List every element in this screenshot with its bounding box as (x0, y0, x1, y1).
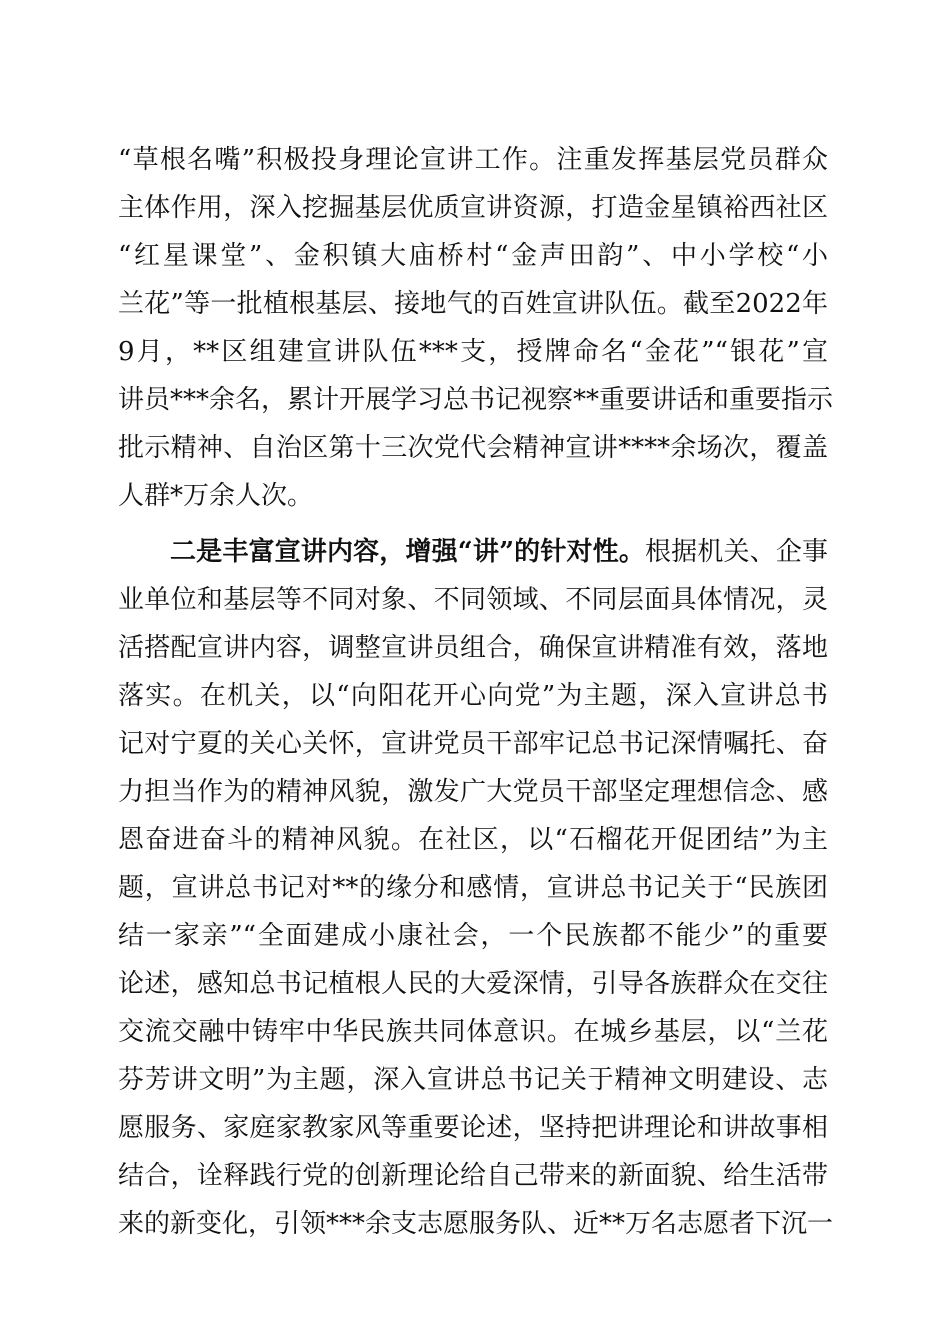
paragraph-1-line-8: 人群*万余人次。 (118, 481, 314, 511)
paragraph-2-line-15: 来的新变化，引领***余支志愿服务队、近**万名志愿者下沉一 (118, 1209, 834, 1239)
paragraph-2-line-4: 落实。在机关，以“向阳花开心向党”为主题，深入宣讲总书 (118, 681, 828, 711)
paragraph-2-line-10: 论述，感知总书记植根人民的大爱深情，引导各族群众在交往 (118, 969, 828, 999)
paragraph-1-line-6: 讲员***余名，累计开展学习总书记视察**重要讲话和重要指示 (118, 385, 834, 415)
paragraph-2-line-11: 交流交融中铸牢中华民族共同体意识。在城乡基层，以“兰花 (118, 1017, 828, 1047)
paragraph-2-line-8: 题，宣讲总书记对**的缘分和感情，宣讲总书记关于“民族团 (118, 873, 828, 903)
paragraph-2-line-14: 结合，诠释践行党的创新理论给自己带来的新面貌、给生活带 (118, 1161, 828, 1191)
paragraph-2-line-9: 结一家亲”“全面建成小康社会，一个民族都不能少”的重要 (118, 921, 828, 951)
paragraph-1-line-3: “红星课堂”、金积镇大庙桥村“金声田韵”、中小学校“小 (118, 241, 828, 271)
paragraph-1-line-7: 批示精神、自治区第十三次党代会精神宣讲****余场次，覆盖 (118, 433, 828, 463)
paragraph-1-line-4: 兰花”等一批植根基层、接地气的百姓宣讲队伍。截至2022年 (118, 289, 828, 319)
paragraph-2-line-6: 力担当作为的精神风貌，激发广大党员干部坚定理想信念、感 (118, 777, 828, 807)
paragraph-2-line-5: 记对宁夏的关心关怀，宣讲党员干部牢记总书记深情嘱托、奋 (118, 729, 828, 759)
paragraph-1-line-2: 主体作用，深入挖掘基层优质宣讲资源，打造金星镇裕西社区 (118, 193, 828, 223)
paragraph-2-line-2: 业单位和基层等不同对象、不同领域、不同层面具体情况，灵 (118, 585, 828, 615)
paragraph-1-line-5: 9月，**区组建宣讲队伍***支，授牌命名“金花”“银花”宣 (118, 337, 828, 367)
paragraph-2-line-1 (170, 528, 828, 576)
paragraph-2-line-7: 恩奋进奋斗的精神风貌。在社区，以“石榴花开促团结”为主 (118, 825, 828, 855)
paragraph-2-line-3: 活搭配宣讲内容，调整宣讲员组合，确保宣讲精准有效，落地 (118, 633, 828, 663)
paragraph-2-first-line-rest: 根据机关、企事 (645, 537, 828, 567)
paragraph-1-line-1: “草根名嘴”积极投身理论宣讲工作。注重发挥基层党员群众 (118, 145, 828, 175)
paragraph-2-line-12: 芬芳讲文明”为主题，深入宣讲总书记关于精神文明建设、志 (118, 1065, 828, 1095)
paragraph-2-line-13: 愿服务、家庭家教家风等重要论述，坚持把讲理论和讲故事相 (118, 1113, 828, 1143)
paragraph-2-lead: 二是丰富宣讲内容，增强“讲”的针对性。 (170, 537, 645, 567)
